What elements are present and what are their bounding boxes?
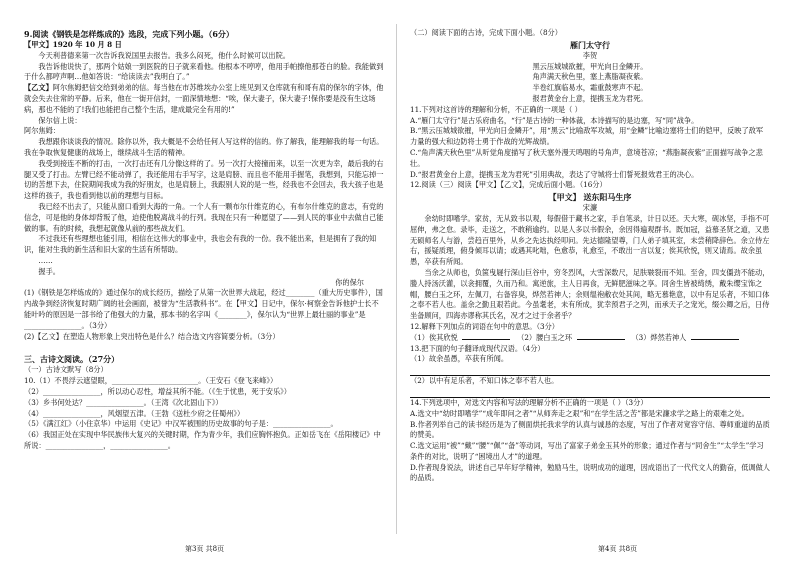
poem-line: 半卷红旗临易水，霜重鼓寒声不起。 (532, 83, 648, 93)
sub-heading-1: （一）古诗文默写（8分） (24, 365, 108, 375)
q9-2: (2)【乙文】在塑造人物形象上突出特色是什么？结合选文内容简要分析。（3分） (24, 331, 280, 341)
q11-c: C.“角声满天秋色里”从听觉角度描写了秋天塞外漫天鸣咽的号角声，意境苍凉；“燕脂凝夜紫”正面描写战争之悲壮。 (410, 147, 763, 168)
page-number-left: 第3页 共8页 (185, 545, 225, 553)
page-number-right: 第4页 共8页 (598, 545, 638, 553)
q10-5: （5）《满江红》（小住京华）中运用《史记》中汉军被围的历史故事的句子是：________________。 (24, 419, 338, 429)
answer-line[interactable] (410, 365, 770, 376)
jia-title: 【甲文】 送东阳马生序 (548, 192, 632, 203)
q14-b: B.作者列举自己的读书经历是为了侧面烘托我求学的认真与诚恳的态度，写出了作者对宽容守信、尊师重道的品质的赞美。 (410, 419, 770, 440)
q10-6: （6）我国正处在实现中华民族伟大复兴的关键时期，作为青少年，我们应胸怀抱负。正如岳飞在《岳阳楼记》中所说：________________，________________。 (24, 430, 381, 450)
yi-greeting: 阿尔焦姆： (24, 126, 60, 136)
q10-4: （4）________________，风烟望五津。（王勃《送杜少府之任蜀州》） (24, 408, 245, 418)
section-3-heading: 三、古诗文阅读。（27分） (24, 354, 120, 365)
yi-closing: 握手。 (38, 266, 60, 276)
q9-heading: 9.阅读《钢铁是怎样炼成的》选段，完成下列小题。（6分） (24, 29, 234, 39)
jia-text: 当余之从师也，负箧曳屣行深山巨谷中，穷冬烈风，大雪深数尺，足肤皲裂而不知。至舍，四支僵劲不能动，媵人持汤沃灌，以衾拥覆，久而乃和。寓逆旅，主人日再食，无鲜肥滋味之享。同舍生皆被绮绣，戴朱缨宝饰之帽，腰白玉之环，左佩刀，右备容臭，烨然若神人；余则缊袍敝衣处其间，略无慕艳意，以中有足乐者，不知口体之奉不若人也。盖余之勤且艰若此。今虽耄老，未有所成，犹幸预君子之列，而承天子之宠光，缀公卿之后，日侍坐备顾问，四海亦谬称其氏名，况才之过于余者乎？ (410, 267, 770, 321)
q10-1: 10.（1）不畏浮云遮望眼，________________________。（王安石《登飞来峰》） (24, 376, 278, 386)
yi-paragraph: 我已经不出去了，只能从窗口看到大海的一角。一个人有一颗布尔什维克的心，有布尔什维克的意志，有党的信念，可是他的身体却背叛了他，迫使他脱离战斗的行列。我现在只有一种愿望了——到人民的事业中去做自己能做的事。有的时候，我想起就像从前的那些战友们。 (24, 201, 384, 233)
poem-line: 黑云压城城欲摧，甲光向日金鳞开。 (532, 61, 648, 71)
yi-signature: 你的保尔 (335, 277, 364, 287)
column-divider (396, 24, 397, 534)
q12-heading: 12.阅读（三）阅读【甲文】【乙文】，完成后面小题。（16分） (410, 180, 607, 190)
q13-2: （2）以中有足乐者，不知口体之奉不若人也。 (410, 376, 559, 386)
sub-heading-2: （二）阅读下面的古诗，完成下面小题。（8分） (410, 28, 562, 37)
q11: 11.下列对这首诗的理解和分析，不正确的一项是（ ） (410, 104, 582, 114)
poem-title: 雁门太守行 (570, 39, 610, 50)
jia-paragraph: 今天利普德来第一次告诉我说国里去报告。我多么闷死，他什么时候可以出院。 (38, 50, 290, 60)
jia-author: 宋濂 (582, 203, 598, 213)
yi-paragraph: 我受到接连不断的打击，一次打击还有几分像这样的了。另一次打大接撞而来，以至一次更为幸，最后我的右腿又受了打击。左臂已经不能动弹了，我还能用右手写字，这是肩膀、而且也不能用手握笔，我想到，只能忘掉一切的苦想下去，住院期间我成为我的好朋友，也是肩膀上，我跟别人说的是一些，经我也不会回去，我大孩子也是这样的孩子，我也看到他以前的理想与目标。 (24, 158, 384, 201)
yi-ellipsis: …… (38, 255, 53, 265)
poem-line: 角声满天秋色里，塞上燕脂凝夜紫。 (532, 72, 648, 82)
q14-a: A.选文中“幼时即嗜学”“成年即问之者”“从师奔走之艰”和“在学生活之苦”都是宋濂求学之路上的艰难之处。 (410, 408, 749, 418)
jia-text: 余幼时即嗜学。家贫，无从致书以观，每假借于藏书之家，手自笔录，计日以还。天大寒，砚冰坚，手指不可屈伸，弗之怠。录毕，走送之，不敢稍逾约。以是人多以书假余，余因得遍观群书。既加冠，益慕圣贤之道，又患无硕师名人与游，尝趋百里外，从乡之先达执经叩问。先达德隆望尊，门人弟子填其室，未尝稍降辞色。余立侍左右，援疑质理，俯身倾耳以请；或遇其叱咄，色愈恭，礼愈至，不敢出一言以复；俟其欣悦，则又请焉。故余虽愚，卒获有所闻。 (410, 213, 770, 267)
yi-paragraph: 【乙文】阿尔焦姆把信交给到弟弟的信。每当他在市苏维埃办公室上班见到又仓库就有和哥有肩的保尔的字体，他就会失去住常的平静。后来，他在一街开信封，一面深情地想：“唉，保大妻子，保大妻子!保你要是没有生这场病，那也不能的了!我们也能把自己整个生活，建成最完全有用的!” (24, 83, 384, 114)
yi-paragraph: 不过我还有些理想也能引用，相信在这伟大的事业中，我也会有我的一份。我不能出来，但是拥有了我的知识，能对生我的新生活和旧大家的生活有所帮助。 (24, 234, 377, 255)
left-column (24, 28, 384, 452)
yi-sign: 保尔信上说： (38, 115, 82, 125)
q13-1: （1）故余虽愚，卒获有所闻。 (410, 354, 509, 364)
q11-b: B.“黑云压城城欲摧，甲光向日金鳞开”，用“黑云”比喻敌军攻城，用“金鳞”比喻边塞将士们的铠甲，反映了敌军力量的强大和边防将士勇于作战的光辉战绩。 (410, 126, 764, 147)
yi-label: 【乙文】 (24, 83, 53, 93)
q12-items: （1）俟其欣悦 （2）腰白玉之环 （3）烨然若神人 (410, 333, 770, 344)
q10-2: （2）________________，所以动心忍性，增益其所不能。（《生于忧患，死于安乐》） (24, 386, 291, 396)
q10-3: （3）乡书何处达？________________。（王湾《次北固山下》） (24, 397, 223, 407)
q13: 13.把下面的句子翻译成现代汉语。（4分） (410, 343, 545, 353)
q14-c: C.选文运用“被”“戴”“腰”“佩”“备”等动词，写出了富家子弟金玉其外的形象；通过作者与“同舍生”“太学生”学习条件的对比，说明了“困境出人才”的道理。 (410, 441, 764, 461)
q14: 14.下列选项中，对选文内容和写法的理解分析不正确的一项是（ ）（3分） (410, 397, 648, 407)
poem-author: 李贺 (582, 50, 598, 60)
q9-1: (1)《钢铁是怎样炼成的》通过保尔的成长经历，描绘了从第一次世界大战起，经过________（重大历史事件），国内战争到经济恢复时期广阔的社会画面，被誉为“生活教科书”。在【甲文】日记中，保尔·柯察金告诉他护士长不能叶吟的原因是一部书给了他强大的力量，那本书的名字叫《________》，保尔认为“世界上最壮丽的事业”是________________。（3分） (24, 288, 383, 330)
q11-a: A.“雁门太守行”是古乐府曲名，“行”是古诗的一种体裁，本诗描写的是边塞，写“同”战争。 (410, 115, 699, 125)
jia-label: 【甲文】1920 年 10 月 8 日 (24, 40, 122, 49)
jia-paragraph: 我告诉他说快了，那两个姑娘一到医院的日子就来看他。他根本不哼哼，他用手帕擦他那苍白的脸。我能做到于什么都哼声啊…他如答说：“给读读去”我明白了。” (24, 61, 384, 82)
q11-d: D.“报君黄金台上意，提携玉龙为君死”引用典故，表达了守城将士们誓死报效君王的决心。 (410, 169, 699, 179)
yi-paragraph: 我想跟你谈谈我的情况。除你以外，我大概是不会给任何人写这样的信的。你了解我，能理解我的每一句话。我在争取恢复健康的战场上，继续战斗生活的精神。 (24, 137, 384, 157)
answer-line[interactable] (410, 387, 770, 398)
poem-line: 报君黄金台上意，提携玉龙为君死。 (532, 93, 648, 103)
q12-sub: 12.解释下列加点的词语在句中的意思。（3分） (410, 321, 559, 331)
q14-d: D.作者现身说法，讲述自己早年好学精神，勉励马生，说明成功的道理，因成语出了一代代文人的勤奋，低调做人的品质。 (410, 462, 770, 483)
right-column (410, 28, 770, 484)
